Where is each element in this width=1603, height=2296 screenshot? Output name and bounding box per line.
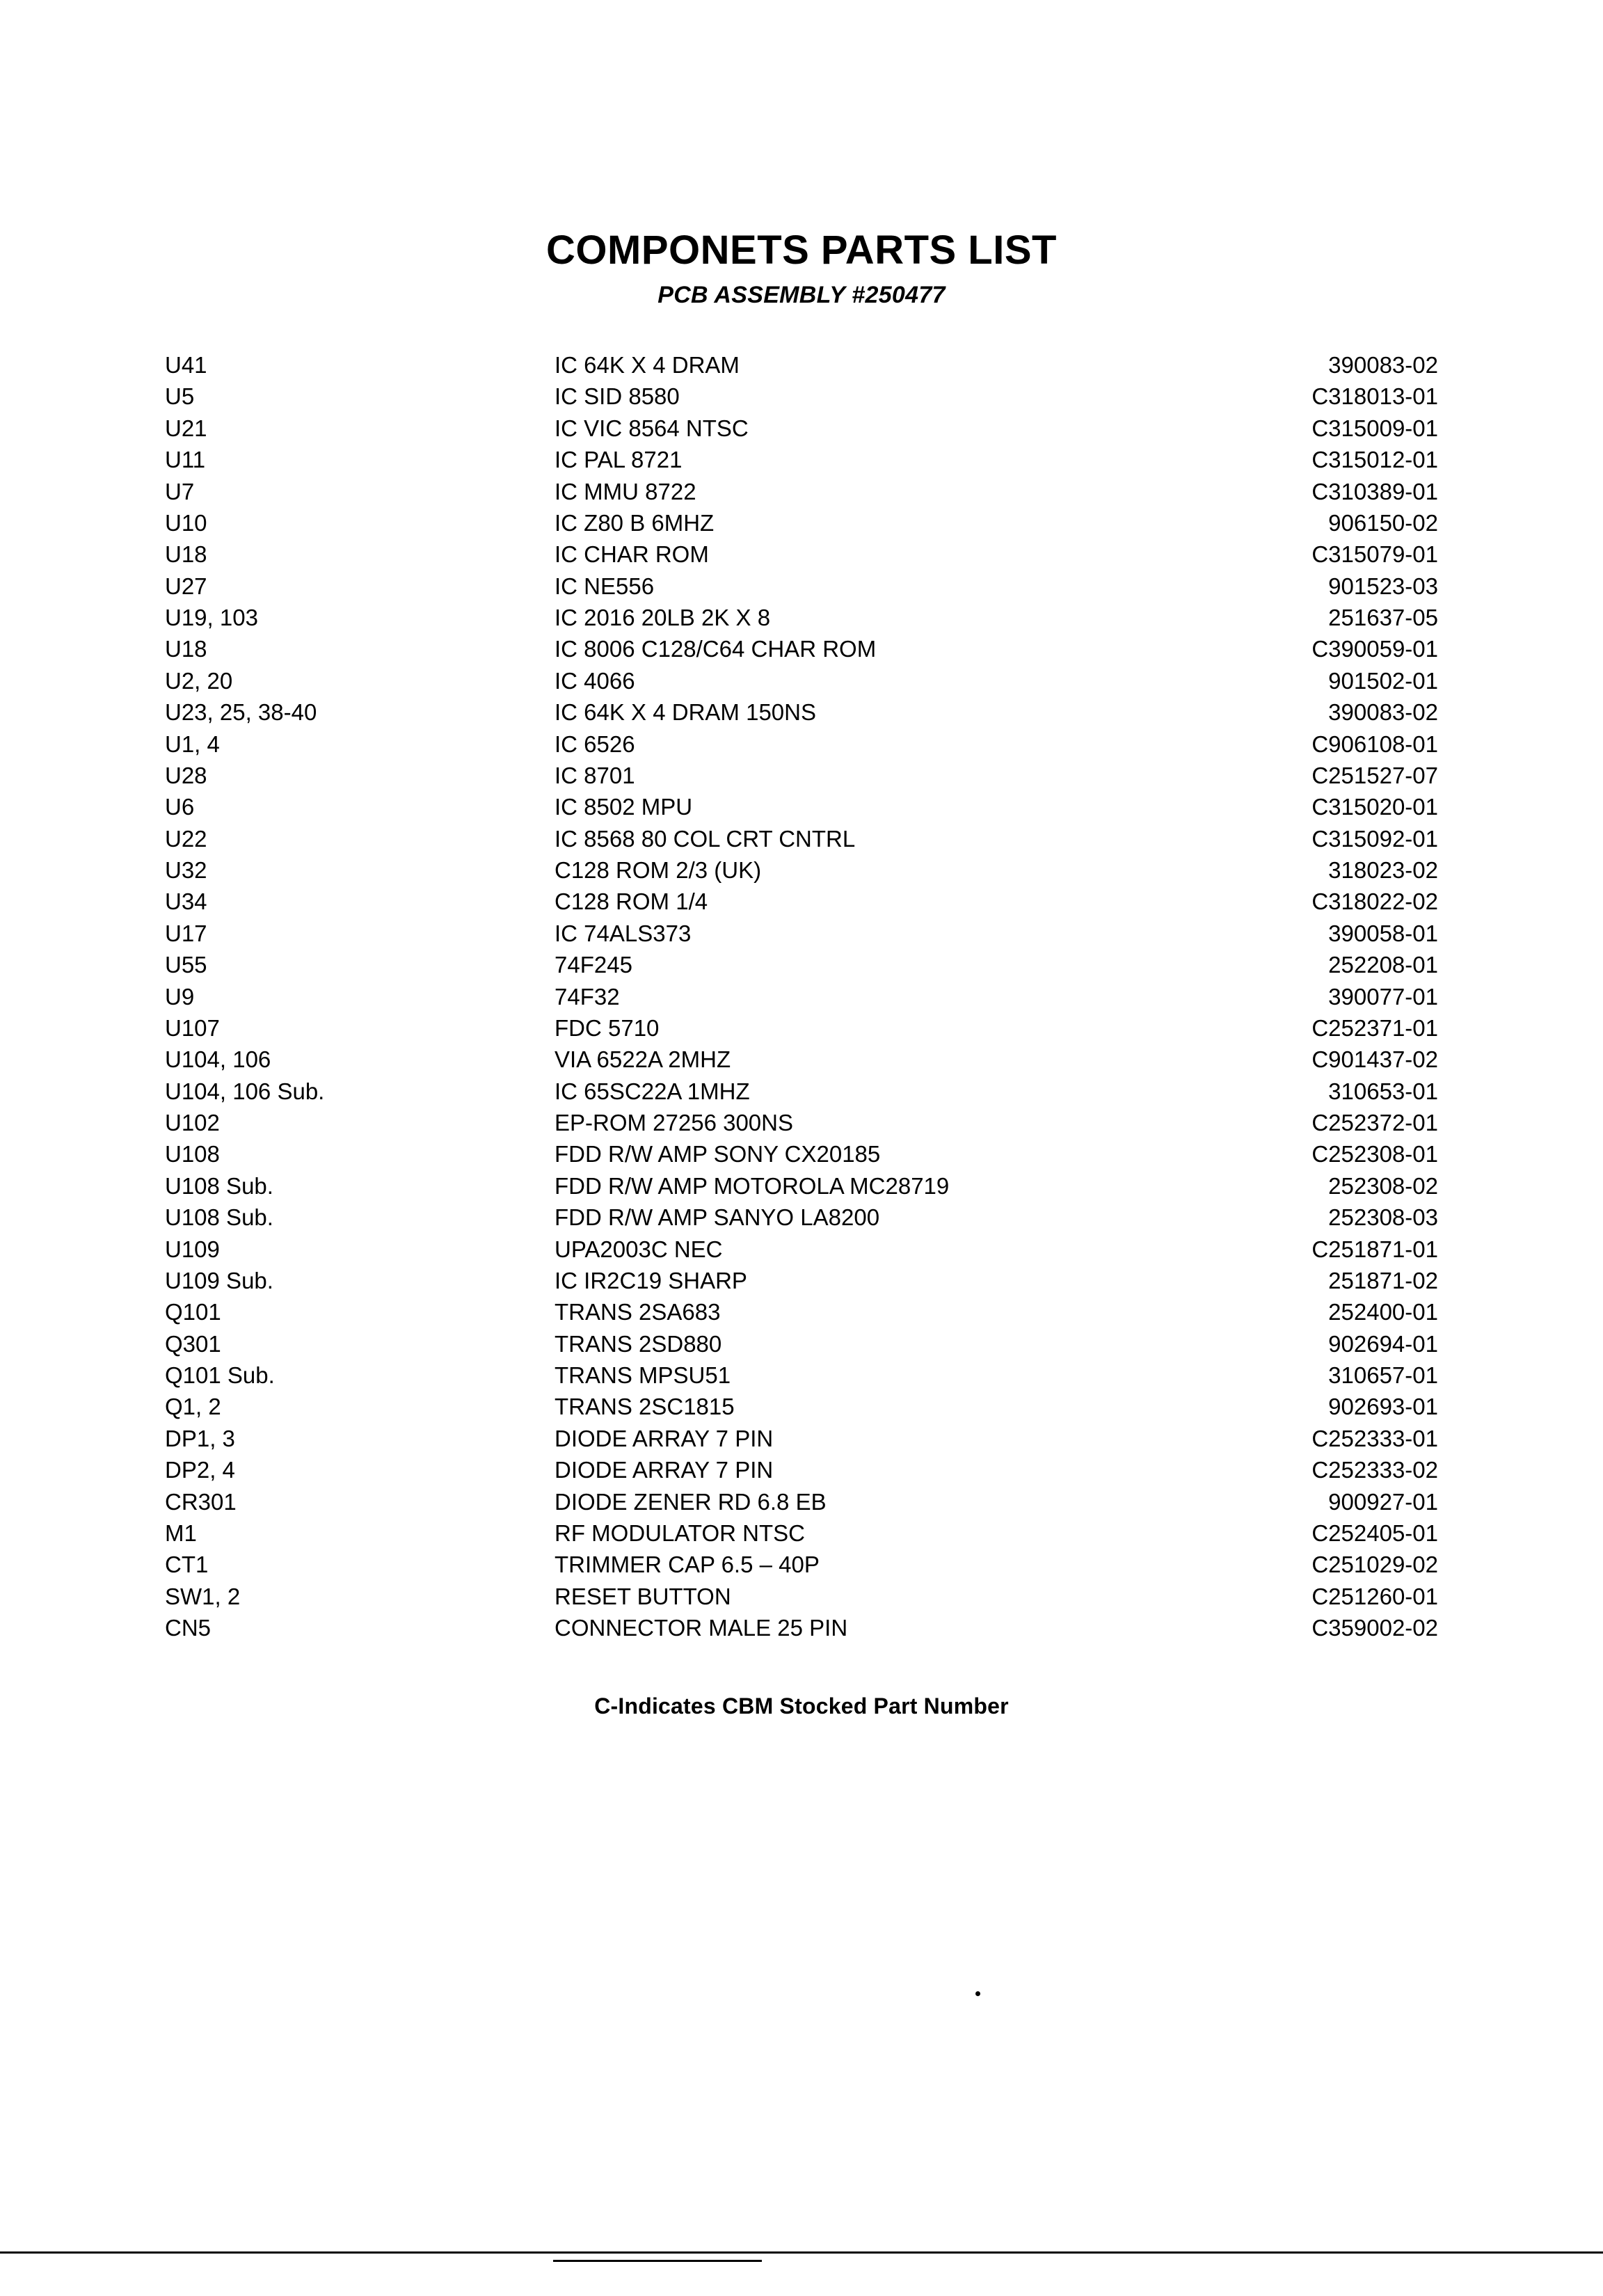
cell-part-number: C901437-02 [1311,1046,1438,1073]
cell-description: IC MMU 8722 [555,478,696,504]
cell-description: TRANS 2SC1815 [555,1394,735,1420]
cell-part-number: C251871-01 [1311,1236,1438,1262]
cell-description: RF MODULATOR NTSC [555,1520,805,1546]
cell-reference: U18 [165,541,207,568]
cell-part-number: 252400-01 [1328,1299,1438,1325]
table-row [165,1107,1438,1138]
table-row [165,1076,1438,1107]
table-row [165,886,1438,917]
cell-part-number: 310657-01 [1328,1362,1438,1389]
cell-part-number: 252308-02 [1328,1172,1438,1199]
cell-description: FDD R/W AMP SANYO LA8200 [555,1204,880,1231]
cell-reference: U17 [165,920,207,946]
cell-part-number: 901502-01 [1328,667,1438,694]
cell-description: TRANS 2SA683 [555,1299,721,1325]
table-row [165,1612,1438,1643]
cell-description: 74F32 [555,983,620,1010]
cell-description: VIA 6522A 2MHZ [555,1046,731,1073]
cell-part-number: C251527-07 [1311,762,1438,788]
cell-reference: U109 [165,1236,220,1262]
cell-part-number: 252208-01 [1328,952,1438,978]
table-row [165,1423,1438,1454]
cell-part-number: C310389-01 [1311,478,1438,504]
bottom-edge-rule [0,2251,1603,2254]
cell-reference: U7 [165,478,195,504]
cell-part-number: C315009-01 [1311,415,1438,441]
cell-description: IC 65SC22A 1MHZ [555,1078,750,1104]
cell-description: IC 8701 [555,762,635,788]
cell-part-number: 900927-01 [1328,1488,1438,1515]
cell-description: DIODE ARRAY 7 PIN [555,1425,774,1451]
table-row [165,918,1438,949]
cell-part-number: 901523-03 [1328,573,1438,599]
cell-part-number: 252308-03 [1328,1204,1438,1231]
cell-description: IC PAL 8721 [555,447,683,473]
cell-reference: Q1, 2 [165,1394,221,1420]
cell-reference: U18 [165,636,207,662]
cell-part-number: 902693-01 [1328,1394,1438,1420]
cell-description: C128 ROM 2/3 (UK) [555,857,762,884]
bottom-center-rule [553,2260,762,2262]
cell-reference: U6 [165,794,195,820]
cell-reference: DP2, 4 [165,1457,235,1483]
cell-reference: U109 Sub. [165,1267,273,1293]
cell-description: IC IR2C19 SHARP [555,1267,747,1293]
cell-description: IC Z80 B 6MHZ [555,509,715,536]
cell-part-number: C359002-02 [1311,1615,1438,1641]
cell-reference: U32 [165,857,207,884]
cell-description: IC NE556 [555,573,655,599]
table-row [165,1360,1438,1391]
table-row [165,602,1438,633]
cell-reference: U23, 25, 38-40 [165,699,317,726]
cell-part-number: C390059-01 [1311,636,1438,662]
table-row [165,949,1438,980]
cell-reference: U27 [165,573,207,599]
cell-reference: U5 [165,383,195,410]
table-row [165,381,1438,412]
cell-reference: U11 [165,447,206,473]
table-row [165,1044,1438,1075]
cell-part-number: 902694-01 [1328,1330,1438,1357]
cell-description: IC 8568 80 COL CRT CNTRL [555,825,856,852]
cell-part-number: C315012-01 [1311,447,1438,473]
parts-list-table [165,349,1438,1643]
table-row [165,1581,1438,1612]
cell-part-number: 390083-02 [1328,699,1438,726]
cell-reference: U10 [165,509,207,536]
table-row [165,1391,1438,1422]
cell-part-number: C252333-02 [1311,1457,1438,1483]
cell-part-number: C252372-01 [1311,1110,1438,1136]
title-block [0,230,1603,309]
cell-description: C128 ROM 1/4 [555,888,708,915]
table-row [165,1233,1438,1264]
cell-description: EP-ROM 27256 300NS [555,1110,794,1136]
table-row [165,1549,1438,1580]
cell-description: IC 74ALS373 [555,920,692,946]
cell-reference: U107 [165,1014,220,1041]
cell-reference: DP1, 3 [165,1425,235,1451]
table-row [165,349,1438,381]
cell-part-number: C252371-01 [1311,1014,1438,1041]
cell-reference: Q101 [165,1299,221,1325]
cell-reference: U102 [165,1110,220,1136]
cell-description: RESET BUTTON [555,1583,731,1609]
cell-description: IC 6526 [555,731,635,757]
cell-part-number: C315079-01 [1311,541,1438,568]
cell-part-number: C315020-01 [1311,794,1438,820]
table-row [165,1296,1438,1328]
cell-description: IC 2016 20LB 2K X 8 [555,605,771,631]
parts-list-body [165,349,1438,1643]
table-row [165,1265,1438,1296]
cell-part-number: 251871-02 [1328,1267,1438,1293]
table-row [165,854,1438,886]
cell-description: IC 8006 C128/C64 CHAR ROM [555,636,877,662]
cell-reference: U41 [165,352,207,378]
cell-description: IC SID 8580 [555,383,680,410]
cell-part-number: C252333-01 [1311,1425,1438,1451]
cell-reference: U21 [165,415,207,441]
page-subtitle: PCB ASSEMBLY #250477 [657,281,946,308]
cell-part-number: 318023-02 [1328,857,1438,884]
cell-part-number: C251029-02 [1311,1552,1438,1578]
cell-part-number: C318022-02 [1311,888,1438,915]
table-row [165,760,1438,791]
cell-reference: U108 Sub. [165,1204,273,1231]
cell-description: IC CHAR ROM [555,541,709,568]
table-row [165,1012,1438,1044]
cell-reference: U22 [165,825,207,852]
table-row [165,1517,1438,1549]
cell-part-number: 390077-01 [1328,983,1438,1010]
table-row [165,1328,1438,1360]
cell-description: DIODE ZENER RD 6.8 EB [555,1488,827,1515]
cell-description: CONNECTOR MALE 25 PIN [555,1615,848,1641]
page-title: COMPONETS PARTS LIST [546,228,1057,273]
cell-reference: CN5 [165,1615,212,1641]
cell-reference: CR301 [165,1488,237,1515]
cell-reference: U19, 103 [165,605,258,631]
cell-reference: CT1 [165,1552,209,1578]
table-row [165,1138,1438,1170]
table-row [165,728,1438,759]
cell-part-number: C252405-01 [1311,1520,1438,1546]
cell-description: TRANS MPSU51 [555,1362,731,1389]
cell-reference: SW1, 2 [165,1583,241,1609]
cell-reference: U108 Sub. [165,1172,273,1199]
cell-reference: U55 [165,952,207,978]
cell-reference: U104, 106 Sub. [165,1078,325,1104]
table-row [165,823,1438,854]
cell-description: FDD R/W AMP SONY CX20185 [555,1141,881,1167]
cell-reference: M1 [165,1520,197,1546]
table-row [165,571,1438,602]
cell-description: IC 8502 MPU [555,794,693,820]
cell-reference: Q301 [165,1330,221,1357]
cell-part-number: 906150-02 [1328,509,1438,536]
table-row [165,507,1438,539]
cell-part-number: 310653-01 [1328,1078,1438,1104]
table-row [165,980,1438,1012]
cell-description: 74F245 [555,952,632,978]
cell-description: TRIMMER CAP 6.5 – 40P [555,1552,820,1578]
cell-description: IC 64K X 4 DRAM 150NS [555,699,816,726]
cell-part-number: 390058-01 [1328,920,1438,946]
table-row [165,1170,1438,1202]
cell-description: TRANS 2SD880 [555,1330,722,1357]
cell-part-number: C251260-01 [1311,1583,1438,1609]
cell-part-number: 251637-05 [1328,605,1438,631]
page-marker-dot [975,1991,980,1996]
cell-description: FDD R/W AMP MOTOROLA MC28719 [555,1172,950,1199]
footnote: C-Indicates CBM Stocked Part Number [594,1693,1009,1719]
table-row [165,696,1438,728]
cell-reference: U28 [165,762,207,788]
cell-part-number: C906108-01 [1311,731,1438,757]
cell-part-number: 390083-02 [1328,352,1438,378]
cell-reference: U108 [165,1141,220,1167]
table-row [165,1485,1438,1517]
cell-description: DIODE ARRAY 7 PIN [555,1457,774,1483]
cell-part-number: C318013-01 [1311,383,1438,410]
table-row [165,633,1438,664]
table-row [165,1202,1438,1233]
table-row [165,791,1438,822]
table-row [165,1454,1438,1485]
cell-description: IC 64K X 4 DRAM [555,352,740,378]
cell-description: IC VIC 8564 NTSC [555,415,749,441]
cell-part-number: C252308-01 [1311,1141,1438,1167]
cell-reference: U1, 4 [165,731,220,757]
cell-description: IC 4066 [555,667,635,694]
cell-reference: Q101 Sub. [165,1362,275,1389]
cell-reference: U34 [165,888,207,915]
table-row [165,475,1438,507]
cell-description: FDC 5710 [555,1014,660,1041]
table-row [165,539,1438,570]
table-row [165,413,1438,444]
table-row [165,665,1438,696]
cell-reference: U2, 20 [165,667,233,694]
table-row [165,444,1438,475]
cell-description: UPA2003C NEC [555,1236,723,1262]
cell-reference: U9 [165,983,195,1010]
cell-part-number: C315092-01 [1311,825,1438,852]
cell-reference: U104, 106 [165,1046,271,1073]
